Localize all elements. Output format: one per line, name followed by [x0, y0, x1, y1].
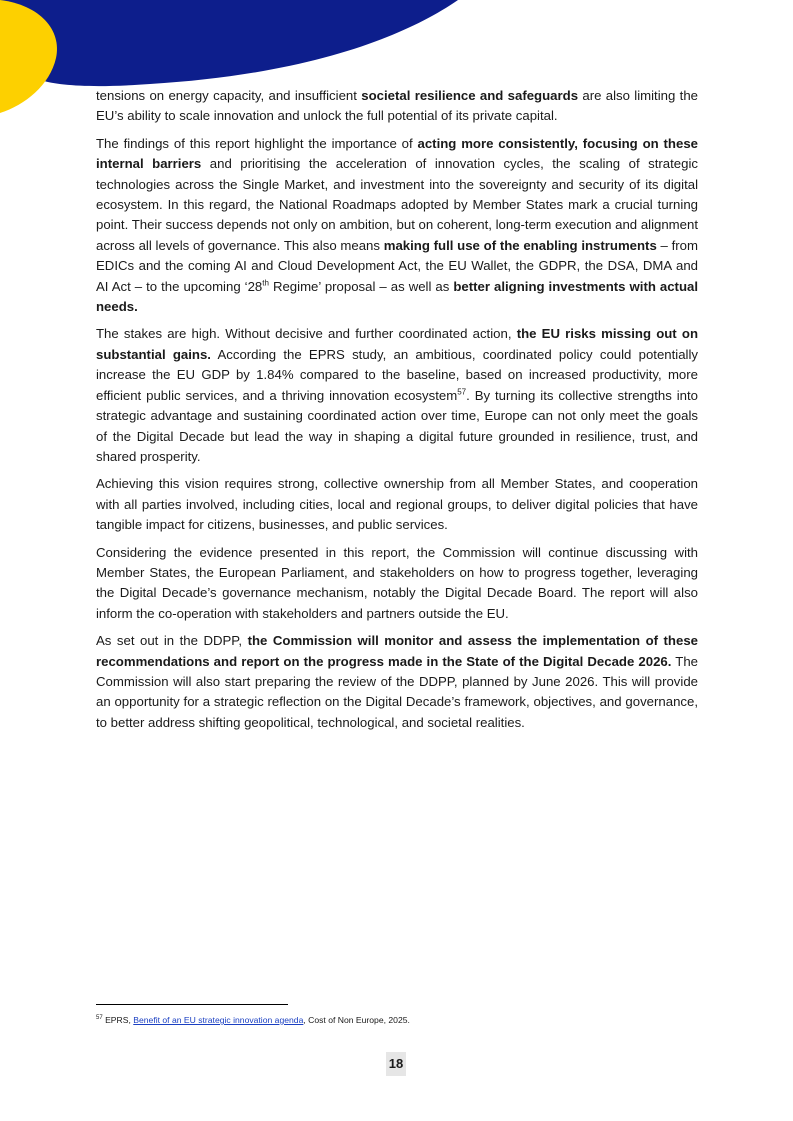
superscript: 57 — [457, 387, 467, 397]
footnote — [96, 1014, 698, 1026]
footnote-prefix: EPRS, — [102, 1015, 134, 1025]
bold-text: better aligning investments with actual needs. — [96, 278, 699, 315]
bold-text: the EU risks missing out on substantial gains. — [96, 326, 699, 362]
text-run: . By turning its collective strengths into strategic advantage and sustaining coordinated action over time, Europe can not only meet the goals of the Digital Decade but lead the way in shaping a digital future grounded in resilience, trust, and shared prosperity. — [96, 387, 698, 464]
bold-text: societal resilience and safeguards — [361, 88, 579, 103]
text-run: According the EPRS study, an ambitious, coordinated policy could potentially increase the EU GDP by 1.84% compared to the baseline, based on increased productivity, more efficient public services, and a thriving innovation ecosystem — [96, 346, 698, 403]
text-run: are also limiting the EU’s ability to scale innovation and unlock the full potential of its private capital. — [96, 88, 698, 124]
bold-text: making full use of the enabling instruments — [383, 237, 657, 253]
text-run: The Commission will also start preparing the review of the DDPP, planned by June 2026. This will provide an opportunity for a strategic reflection on the Digital Decade’s framework, objectives, and governance, to better address shifting geopolitical, technological, and societal realities. — [96, 653, 698, 730]
footnote-number: 57 — [96, 1015, 103, 1022]
paragraph — [96, 474, 698, 535]
footnote-link[interactable]: Benefit of an EU strategic innovation agenda — [133, 1015, 304, 1025]
superscript: th — [262, 278, 269, 288]
paragraph — [96, 543, 698, 625]
body-text — [96, 86, 698, 740]
text-run: The stakes are high. Without decisive and further coordinated action, — [96, 326, 517, 342]
bold-text: the Commission will monitor and assess the implementation of these recommendations and report on the progress made in the State of the Digital Decade 2026. — [96, 633, 698, 669]
paragraph — [96, 86, 698, 127]
navy-swoosh-shape — [0, 0, 458, 86]
page-number: 18 — [386, 1052, 406, 1076]
text-run: and prioritising the acceleration of innovation cycles, the scaling of strategic technologies across the Single Market, and investment into the sovereignty and security of its digital ecosystem. In this regard, the National Roadmaps adopted by Member States mark a crucial turning point. Their success depends not only on ambition, but on coherent, long-term execution and alignment across all levels of governance. This also means — [96, 156, 698, 253]
text-run: The findings of this report highlight the importance of — [96, 135, 418, 151]
text-run: Considering the evidence presented in this report, the Commission will continue discussing with Member States, the European Parliament, and stakeholders on how to progress together, leveraging the Digital Decade’s governance mechanism, notably the Digital Decade Board. The report will also inform the co-operation with stakeholders and partners outside the EU. — [96, 544, 698, 621]
paragraph — [96, 631, 698, 733]
text-run: As set out in the DDPP, — [96, 633, 248, 649]
footnote-suffix: , Cost of Non Europe, 2025. — [303, 1015, 410, 1025]
text-run: – from EDICs and the coming AI and Cloud Development Act, the EU Wallet, the GDPR, the DSA, DMA and AI Act – to the upcoming ‘28 — [96, 237, 698, 294]
text-run: Regime’ proposal – as well as — [268, 278, 454, 294]
paragraph — [96, 324, 698, 467]
paragraph — [96, 134, 698, 318]
text-run: Achieving this vision requires strong, collective ownership from all Member States, and cooperation with all parties involved, including cities, local and regional groups, to deliver digital policies that have tangible impact for citizens, businesses, and public services. — [96, 476, 698, 533]
footnote-divider — [96, 1004, 288, 1005]
bold-text: acting more consistently, focusing on these internal barriers — [96, 135, 698, 172]
text-run: tensions on energy capacity, and insufficient — [96, 88, 362, 103]
